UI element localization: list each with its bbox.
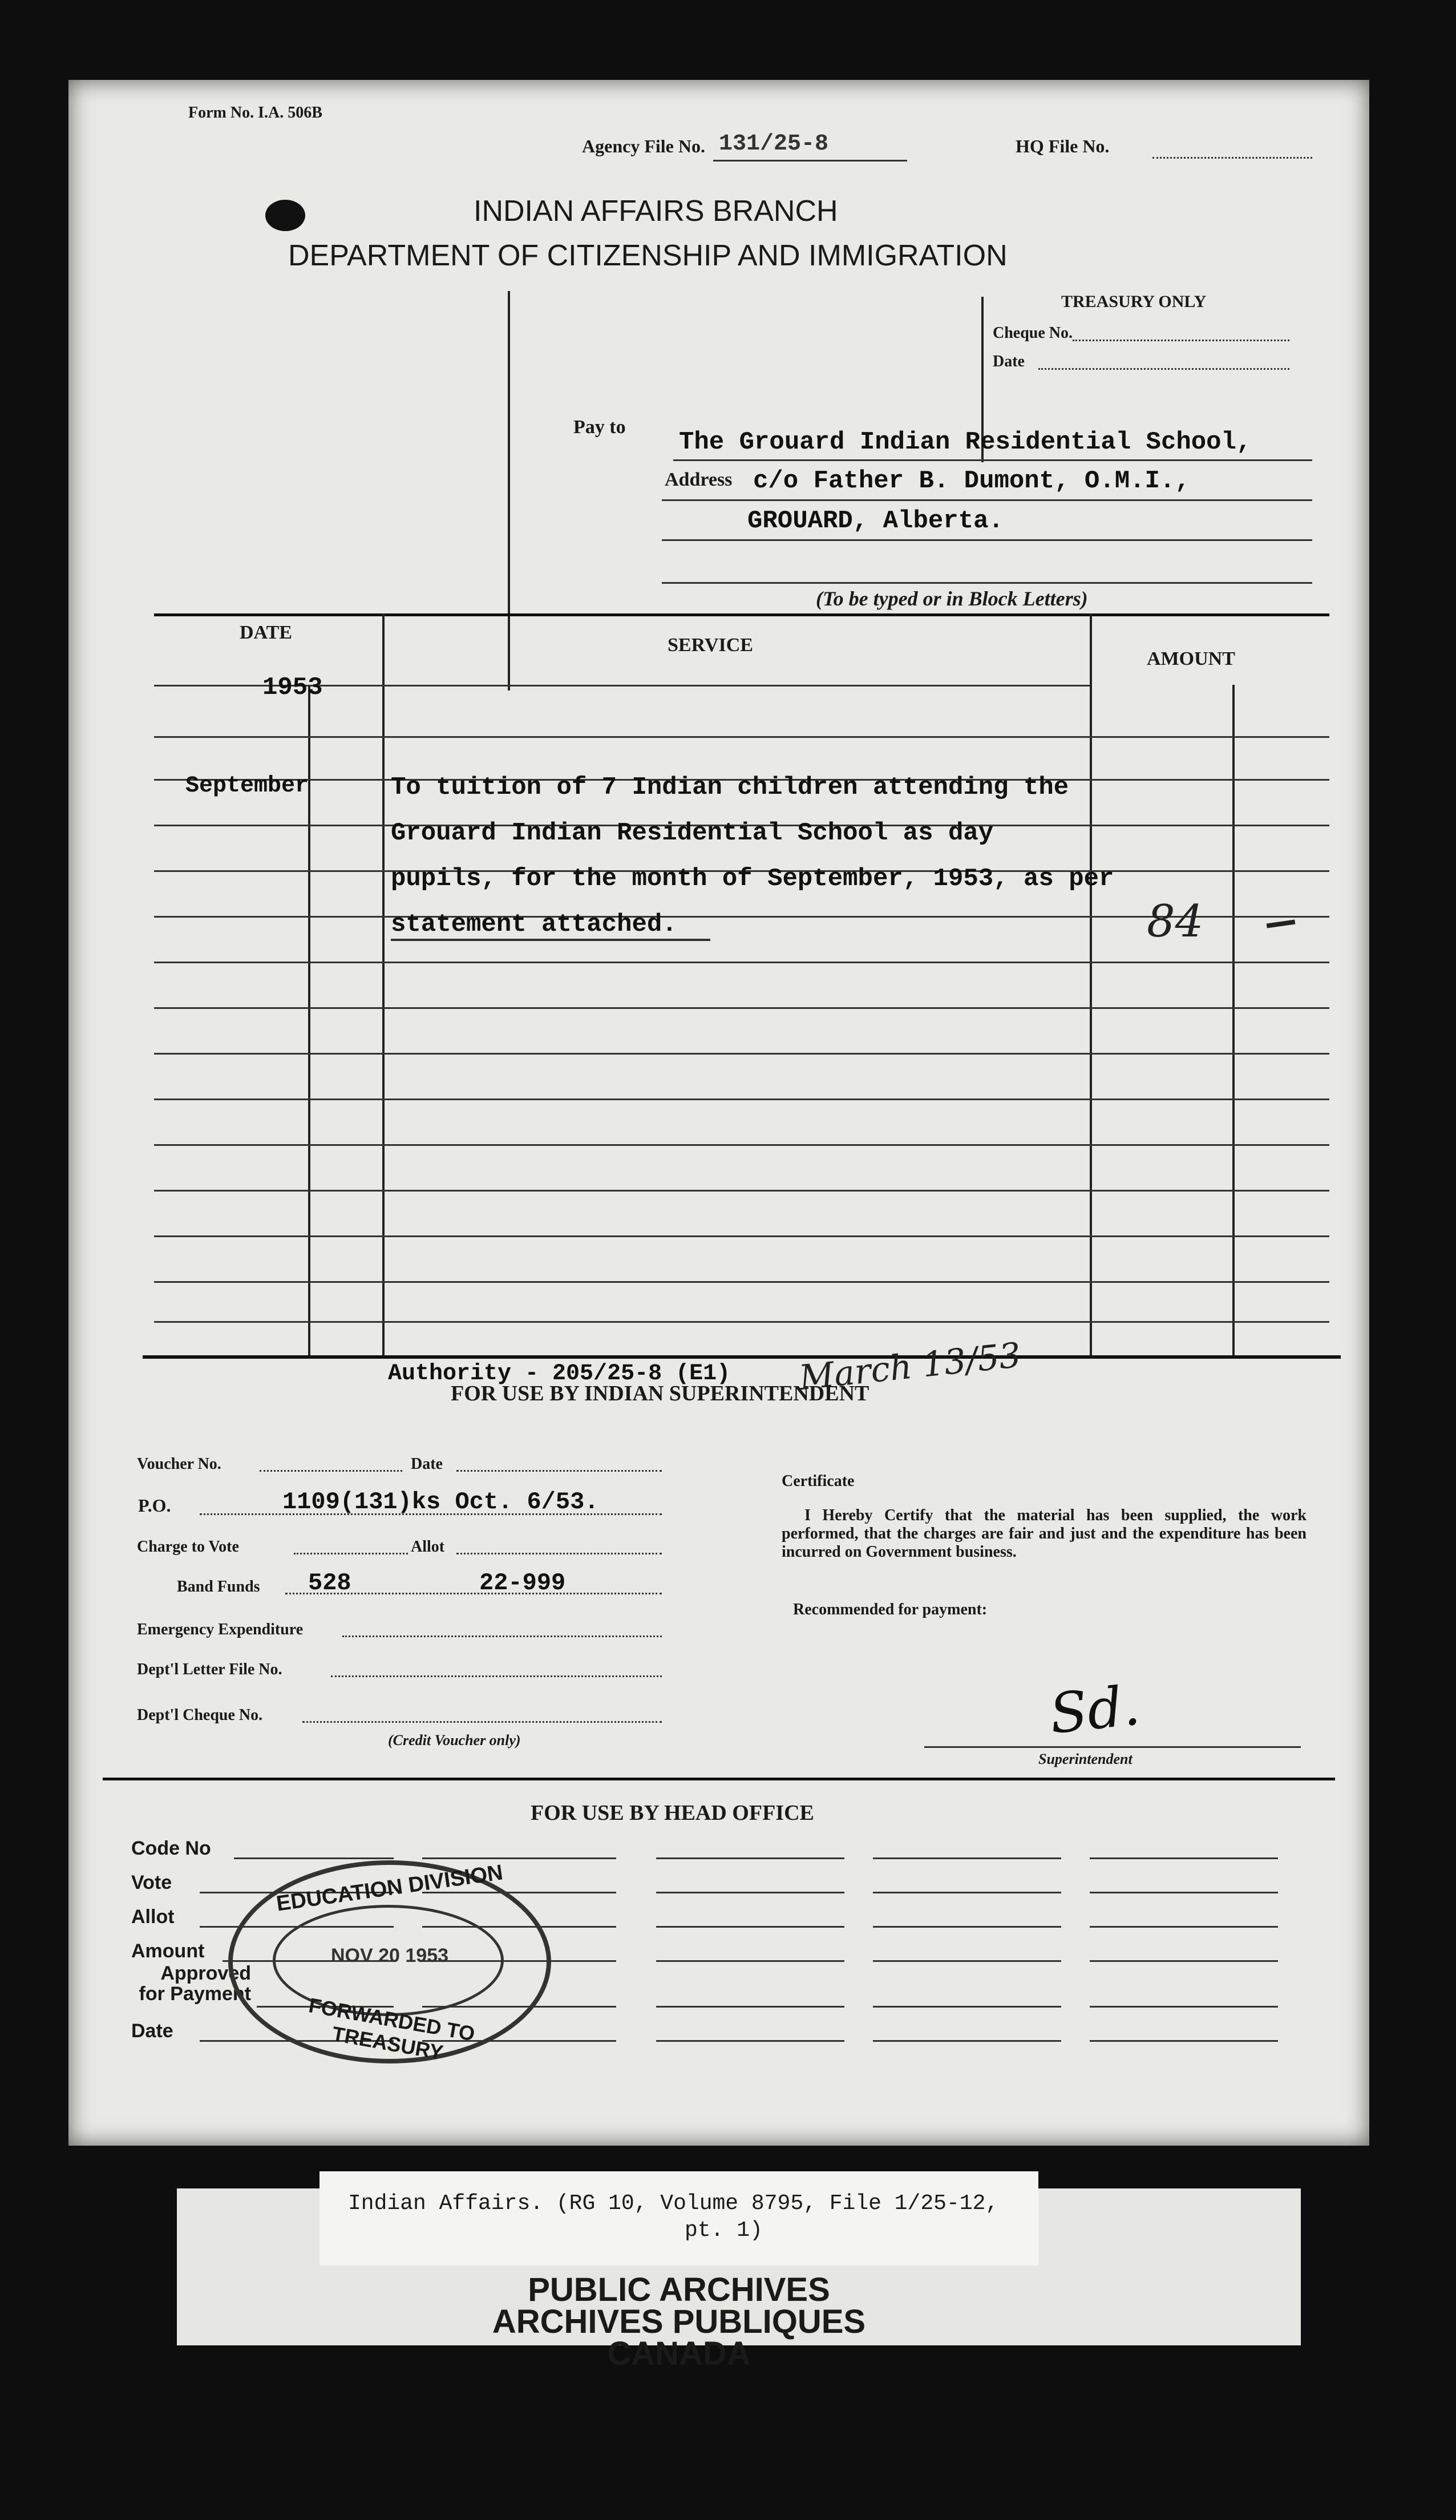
agency-file-underline <box>713 160 907 161</box>
code-no-label: Code No <box>131 1838 211 1859</box>
cents-column-border <box>1232 685 1235 1355</box>
date-column-border <box>382 613 385 1355</box>
row-line-14 <box>154 1281 1329 1283</box>
certificate-title: Certificate <box>782 1472 855 1490</box>
head-office-divider <box>103 1778 1335 1780</box>
superintendent-label: Superintendent <box>1038 1751 1133 1767</box>
service-amount: 84 <box>1147 896 1204 947</box>
service-line-1: To tuition of 7 Indian children attending the <box>391 773 1069 802</box>
row-line-12 <box>154 1190 1329 1192</box>
voucher-form <box>68 80 1369 2146</box>
emergency-label: Emergency Expenditure <box>137 1621 304 1638</box>
service-month: September <box>185 773 309 799</box>
archive-reference-line-2: pt. 1) <box>685 2218 763 2243</box>
row-line-15 <box>154 1321 1329 1323</box>
letter-file-label: Dept'l Letter File No. <box>137 1661 282 1678</box>
row-line-9 <box>154 1053 1329 1055</box>
education-division-stamp <box>228 1860 551 2063</box>
row-line-11 <box>154 1144 1329 1146</box>
ho-line-e1 <box>1090 1857 1278 1859</box>
treasury-title: TREASURY ONLY <box>1061 292 1207 311</box>
ho-line-b1 <box>422 1857 616 1859</box>
letter-file-line <box>331 1675 662 1677</box>
service-line-4: statement attached. <box>391 910 677 939</box>
hq-file-label: HQ File No. <box>1016 136 1110 156</box>
recommended-label: Recommended for payment: <box>793 1601 988 1618</box>
pay-to-label: Pay to <box>573 417 626 438</box>
superintendent-signature: Sd. <box>1046 1673 1143 1746</box>
vote-label: Vote <box>131 1872 172 1893</box>
payee-city: GROUARD, Alberta. <box>747 507 1004 535</box>
service-underline <box>391 939 710 941</box>
archive-line-1: PUBLIC ARCHIVES <box>528 2271 830 2308</box>
stamp-bottom-text: FORWARDED TO TREASURY <box>307 1993 477 2065</box>
ho-line-a1 <box>234 1857 394 1859</box>
signature-line <box>924 1746 1301 1748</box>
archive-line-3: CANADA <box>607 2335 751 2372</box>
approved-label: Approved for Payment <box>139 1962 251 2005</box>
ho-line-c5 <box>656 2006 844 2008</box>
agency-file-value: 131/25-8 <box>719 131 829 157</box>
allot-head-label: Allot <box>131 1906 175 1928</box>
po-value: 1109(131)ks Oct. 6/53. <box>282 1488 599 1516</box>
service-line-2: Grouard Indian Residential School as day <box>391 819 994 847</box>
ho-line-c2 <box>656 1892 844 1893</box>
service-line-3: pupils, for the month of September, 1953, as per <box>391 865 1114 893</box>
row-line-10 <box>154 1099 1329 1100</box>
amount-head-label: Amount <box>131 1940 205 1962</box>
ho-line-c1 <box>656 1857 844 1859</box>
ho-line-e2 <box>1090 1892 1278 1893</box>
pay-to-line-3 <box>662 539 1312 541</box>
row-line-2 <box>154 736 1329 738</box>
archive-line-2: ARCHIVES PUBLIQUES <box>492 2303 866 2340</box>
emergency-line <box>342 1635 662 1637</box>
amount-header: AMOUNT <box>1147 648 1235 669</box>
ho-line-d5 <box>873 2006 1061 2008</box>
ink-blot <box>265 200 305 231</box>
ho-line-c4 <box>656 1960 844 1962</box>
row-line-8 <box>154 1007 1329 1009</box>
stamp-date: NOV 20 1953 <box>330 1945 449 1966</box>
authority-typed: Authority - 205/25-8 (E1) <box>388 1361 731 1387</box>
form-number: Form No. I.A. 506B <box>188 104 322 122</box>
address-label: Address <box>665 469 733 490</box>
amount-column-border <box>1090 613 1092 1355</box>
allot-label: Allot <box>411 1538 445 1556</box>
band-funds-value-2: 22-999 <box>479 1569 566 1597</box>
voucher-no-label: Voucher No. <box>137 1455 221 1473</box>
treasury-date-line <box>1038 368 1289 370</box>
superintendent-section-title: FOR USE BY INDIAN SUPERINTENDENT <box>451 1382 869 1406</box>
head-office-title: FOR USE BY HEAD OFFICE <box>531 1801 814 1825</box>
ho-line-d1 <box>873 1857 1061 1859</box>
table-bottom-border <box>143 1355 1341 1359</box>
ho-line-d3 <box>873 1926 1061 1928</box>
date-head-label: Date <box>131 2020 173 2042</box>
allot-line <box>456 1553 662 1554</box>
certificate-text: I Hereby Certify that the material has been supplied, the work performed, that the charges are fair and just and the expenditure has been incurred on Government business. <box>782 1507 1307 1561</box>
ho-line-d4 <box>873 1960 1061 1962</box>
agency-file-label: Agency File No. <box>582 136 705 156</box>
ho-line-e5 <box>1090 2006 1278 2008</box>
po-label: P.O. <box>138 1495 171 1516</box>
voucher-no-line <box>260 1470 402 1472</box>
cheque-no-line <box>1073 340 1289 341</box>
pay-to-divider <box>508 291 510 690</box>
pay-to-line-2 <box>662 499 1312 501</box>
charge-to-vote-label: Charge to Vote <box>137 1538 239 1556</box>
pay-to-line-4 <box>662 582 1312 584</box>
dept-cheque-line <box>302 1721 662 1723</box>
charge-to-vote-line <box>294 1553 408 1554</box>
row-line-13 <box>154 1235 1329 1237</box>
stamp-top-text: EDUCATION DIVISION <box>274 1860 505 1916</box>
voucher-date-line <box>456 1470 662 1472</box>
department-title: DEPARTMENT OF CITIZENSHIP AND IMMIGRATION <box>288 239 1008 272</box>
voucher-date-label: Date <box>411 1455 443 1473</box>
table-top-border <box>154 613 1329 616</box>
date-header: DATE <box>240 622 292 643</box>
ho-line-e3 <box>1090 1926 1278 1928</box>
band-funds-value-1: 528 <box>308 1569 351 1597</box>
authority-handwritten: March 13/53 <box>797 1335 1023 1399</box>
archive-stamp <box>319 2271 1038 2372</box>
band-funds-label: Band Funds <box>177 1578 260 1596</box>
dept-cheque-label: Dept'l Cheque No. <box>137 1706 263 1724</box>
ho-line-c3 <box>656 1926 844 1928</box>
payee-address: c/o Father B. Dumont, O.M.I., <box>753 467 1190 495</box>
archive-reference-label <box>319 2171 1038 2265</box>
service-year: 1953 <box>262 673 323 702</box>
ho-line-e6 <box>1090 2040 1278 2042</box>
branch-title: INDIAN AFFAIRS BRANCH <box>474 195 838 228</box>
archive-reference-line-1: Indian Affairs. (RG 10, Volume 8795, File 1/25-12, <box>348 2191 999 2216</box>
ho-line-c6 <box>656 2040 844 2042</box>
treasury-date-label: Date <box>993 353 1025 370</box>
service-header: SERVICE <box>668 635 753 656</box>
row-line-7 <box>154 962 1329 963</box>
payee-name: The Grouard Indian Residential School, <box>679 428 1252 457</box>
ho-line-d6 <box>873 2040 1061 2042</box>
pay-to-line-1 <box>673 459 1312 461</box>
ho-line-e4 <box>1090 1960 1278 1962</box>
amount-dash <box>1267 920 1296 928</box>
hq-file-line <box>1152 157 1312 159</box>
credit-voucher-note: (Credit Voucher only) <box>388 1732 521 1748</box>
cheque-no-label: Cheque No. <box>993 324 1073 342</box>
ho-line-d2 <box>873 1892 1061 1893</box>
block-letters-note: (To be typed or in Block Letters) <box>816 587 1088 610</box>
